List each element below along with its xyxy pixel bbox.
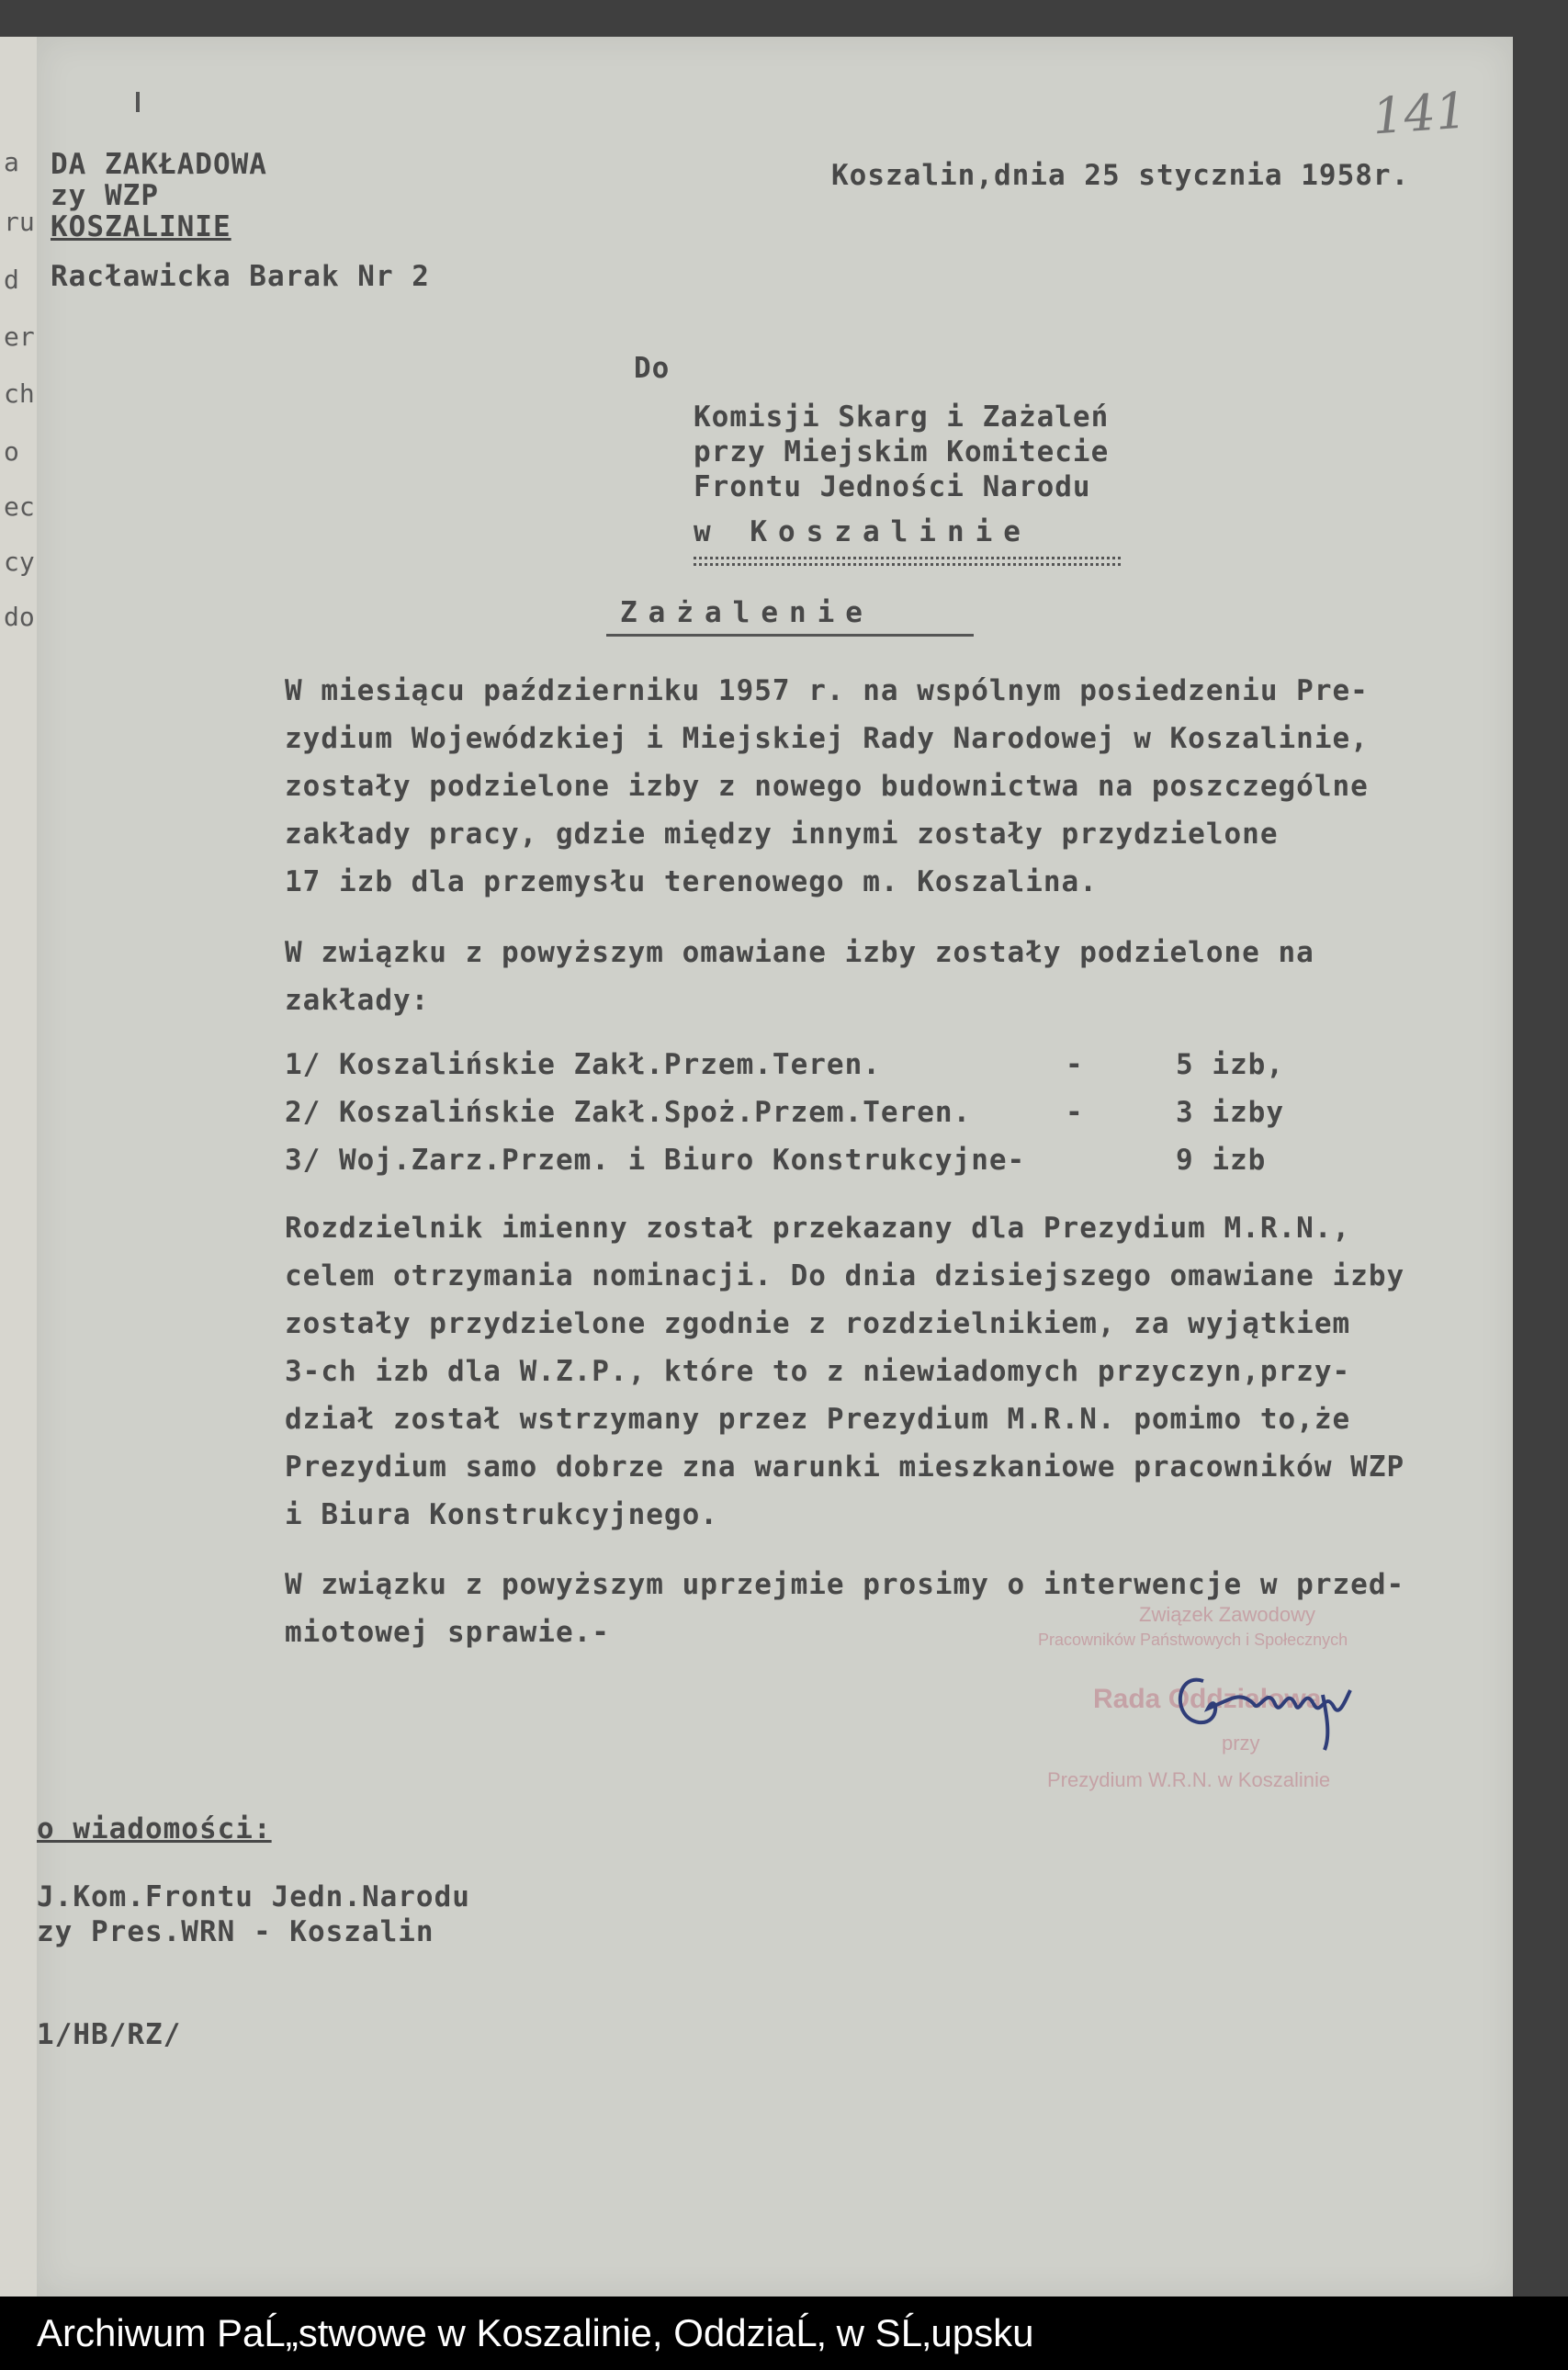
margin-fragment: do: [4, 602, 35, 632]
paragraph-1-line: W miesiącu październiku 1957 r. na wspólnym posiedzeniu Pre-: [285, 674, 1369, 707]
allocation-dash: -: [1066, 1048, 1084, 1081]
double-underline: [694, 557, 1121, 566]
stamp-line: Rada Oddziałowa: [1093, 1684, 1322, 1714]
margin-fragment: ru: [4, 207, 35, 237]
paragraph-3-line: i Biura Konstrukcyjnego.: [285, 1498, 718, 1531]
margin-fragment: ec: [4, 491, 35, 522]
margin-fragment: o: [4, 436, 19, 467]
allocation-name: 2/ Koszalińskie Zakł.Spoż.Przem.Teren.: [285, 1096, 972, 1129]
recipient-line-1: Komisji Skarg i Zażaleń: [694, 401, 1110, 434]
recipient-line-3: Frontu Jedności Narodu: [694, 470, 1091, 503]
paragraph-3-line: zostały przydzielone zgodnie z rozdzielnikiem, za wyjątkiem: [285, 1307, 1351, 1340]
recipient-city: w Koszalinie: [694, 515, 1032, 548]
paragraph-1-line: 17 izb dla przemysłu terenowego m. Koszalina.: [285, 865, 1098, 898]
paragraph-3-line: 3-ch izb dla W.Z.P., które to z niewiadomych przyczyn,przy-: [285, 1355, 1351, 1388]
cc-line: J.Kom.Frontu Jedn.Narodu: [37, 1880, 470, 1913]
allocation-amount: 5 izb,: [1176, 1048, 1284, 1081]
cc-heading: o wiadomości:: [37, 1812, 272, 1845]
sender-line-2: zy WZP: [51, 179, 159, 212]
paragraph-1-line: zakłady pracy, gdzie między innymi zostały przydzielone: [285, 818, 1279, 851]
sender-line-3: KOSZALINIE: [51, 210, 231, 243]
allocation-amount: 3 izby: [1176, 1096, 1284, 1129]
margin-fragment: ch: [4, 378, 35, 409]
subject-title: Zażalenie: [620, 596, 874, 629]
paragraph-4-line: miotowej sprawie.-: [285, 1616, 610, 1649]
paragraph-3-line: Rozdzielnik imienny został przekazany dla Prezydium M.R.N.,: [285, 1212, 1351, 1245]
paragraph-1-line: zostały podzielone izby z nowego budownictwa na poszczególne: [285, 770, 1369, 803]
cc-line: zy Pres.WRN - Koszalin: [37, 1915, 434, 1948]
margin-fragment: er: [4, 322, 35, 352]
date-line: Koszalin,dnia 25 stycznia 1958r.: [831, 159, 1410, 192]
folio-number: 141: [1370, 81, 1470, 146]
paragraph-3-line: Prezydium samo dobrze zna warunki mieszkaniowe pracowników WZP: [285, 1450, 1405, 1484]
subject-underline: [606, 634, 974, 637]
recipient-line-2: przy Miejskim Komitecie: [694, 435, 1110, 468]
sender-address: Racławicka Barak Nr 2: [51, 260, 430, 293]
paragraph-3-line: celem otrzymania nominacji. Do dnia dzisiejszego omawiane izby: [285, 1259, 1405, 1292]
pencil-mark: [136, 92, 140, 112]
reference-code: 1/HB/RZ/: [37, 2018, 182, 2051]
archive-caption-bar: Archiwum PaĹ„stwowe w Koszalinie, OddziaĹ‚ w SĹ‚upsku: [0, 2297, 1568, 2370]
margin-fragment: a: [4, 147, 19, 177]
paragraph-1-line: zydium Wojewódzkiej i Miejskiej Rady Narodowej w Koszalinie,: [285, 722, 1369, 755]
paragraph-4-line: W związku z powyższym uprzejmie prosimy o interwencje w przed-: [285, 1568, 1405, 1601]
allocation-name: 1/ Koszalińskie Zakł.Przem.Teren.: [285, 1048, 881, 1081]
stamp-line: Pracowników Państwowych i Społecznych: [1038, 1631, 1348, 1649]
paragraph-3-line: dział został wstrzymany przez Prezydium M.R.N. pomimo to,że: [285, 1403, 1351, 1436]
allocation-name: 3/ Woj.Zarz.Przem. i Biuro Konstrukcyjne-: [285, 1144, 1026, 1177]
recipient-do: Do: [634, 352, 671, 385]
margin-fragment: d: [4, 265, 19, 295]
allocation-dash: -: [1066, 1096, 1084, 1129]
stamp-line: Związek Zawodowy: [1139, 1603, 1315, 1626]
handwritten-signature: [1167, 1653, 1369, 1755]
margin-fragment: cy: [4, 547, 35, 577]
stamp-line: przy: [1222, 1732, 1260, 1755]
allocation-amount: 9 izb: [1176, 1144, 1267, 1177]
paragraph-2-line: W związku z powyższym omawiane izby zostały podzielone na: [285, 936, 1314, 969]
paragraph-2-line: zakłady:: [285, 984, 430, 1017]
stamp-line: Prezydium W.R.N. w Koszalinie: [1047, 1768, 1331, 1791]
sender-line-1: DA ZAKŁADOWA: [51, 148, 267, 181]
